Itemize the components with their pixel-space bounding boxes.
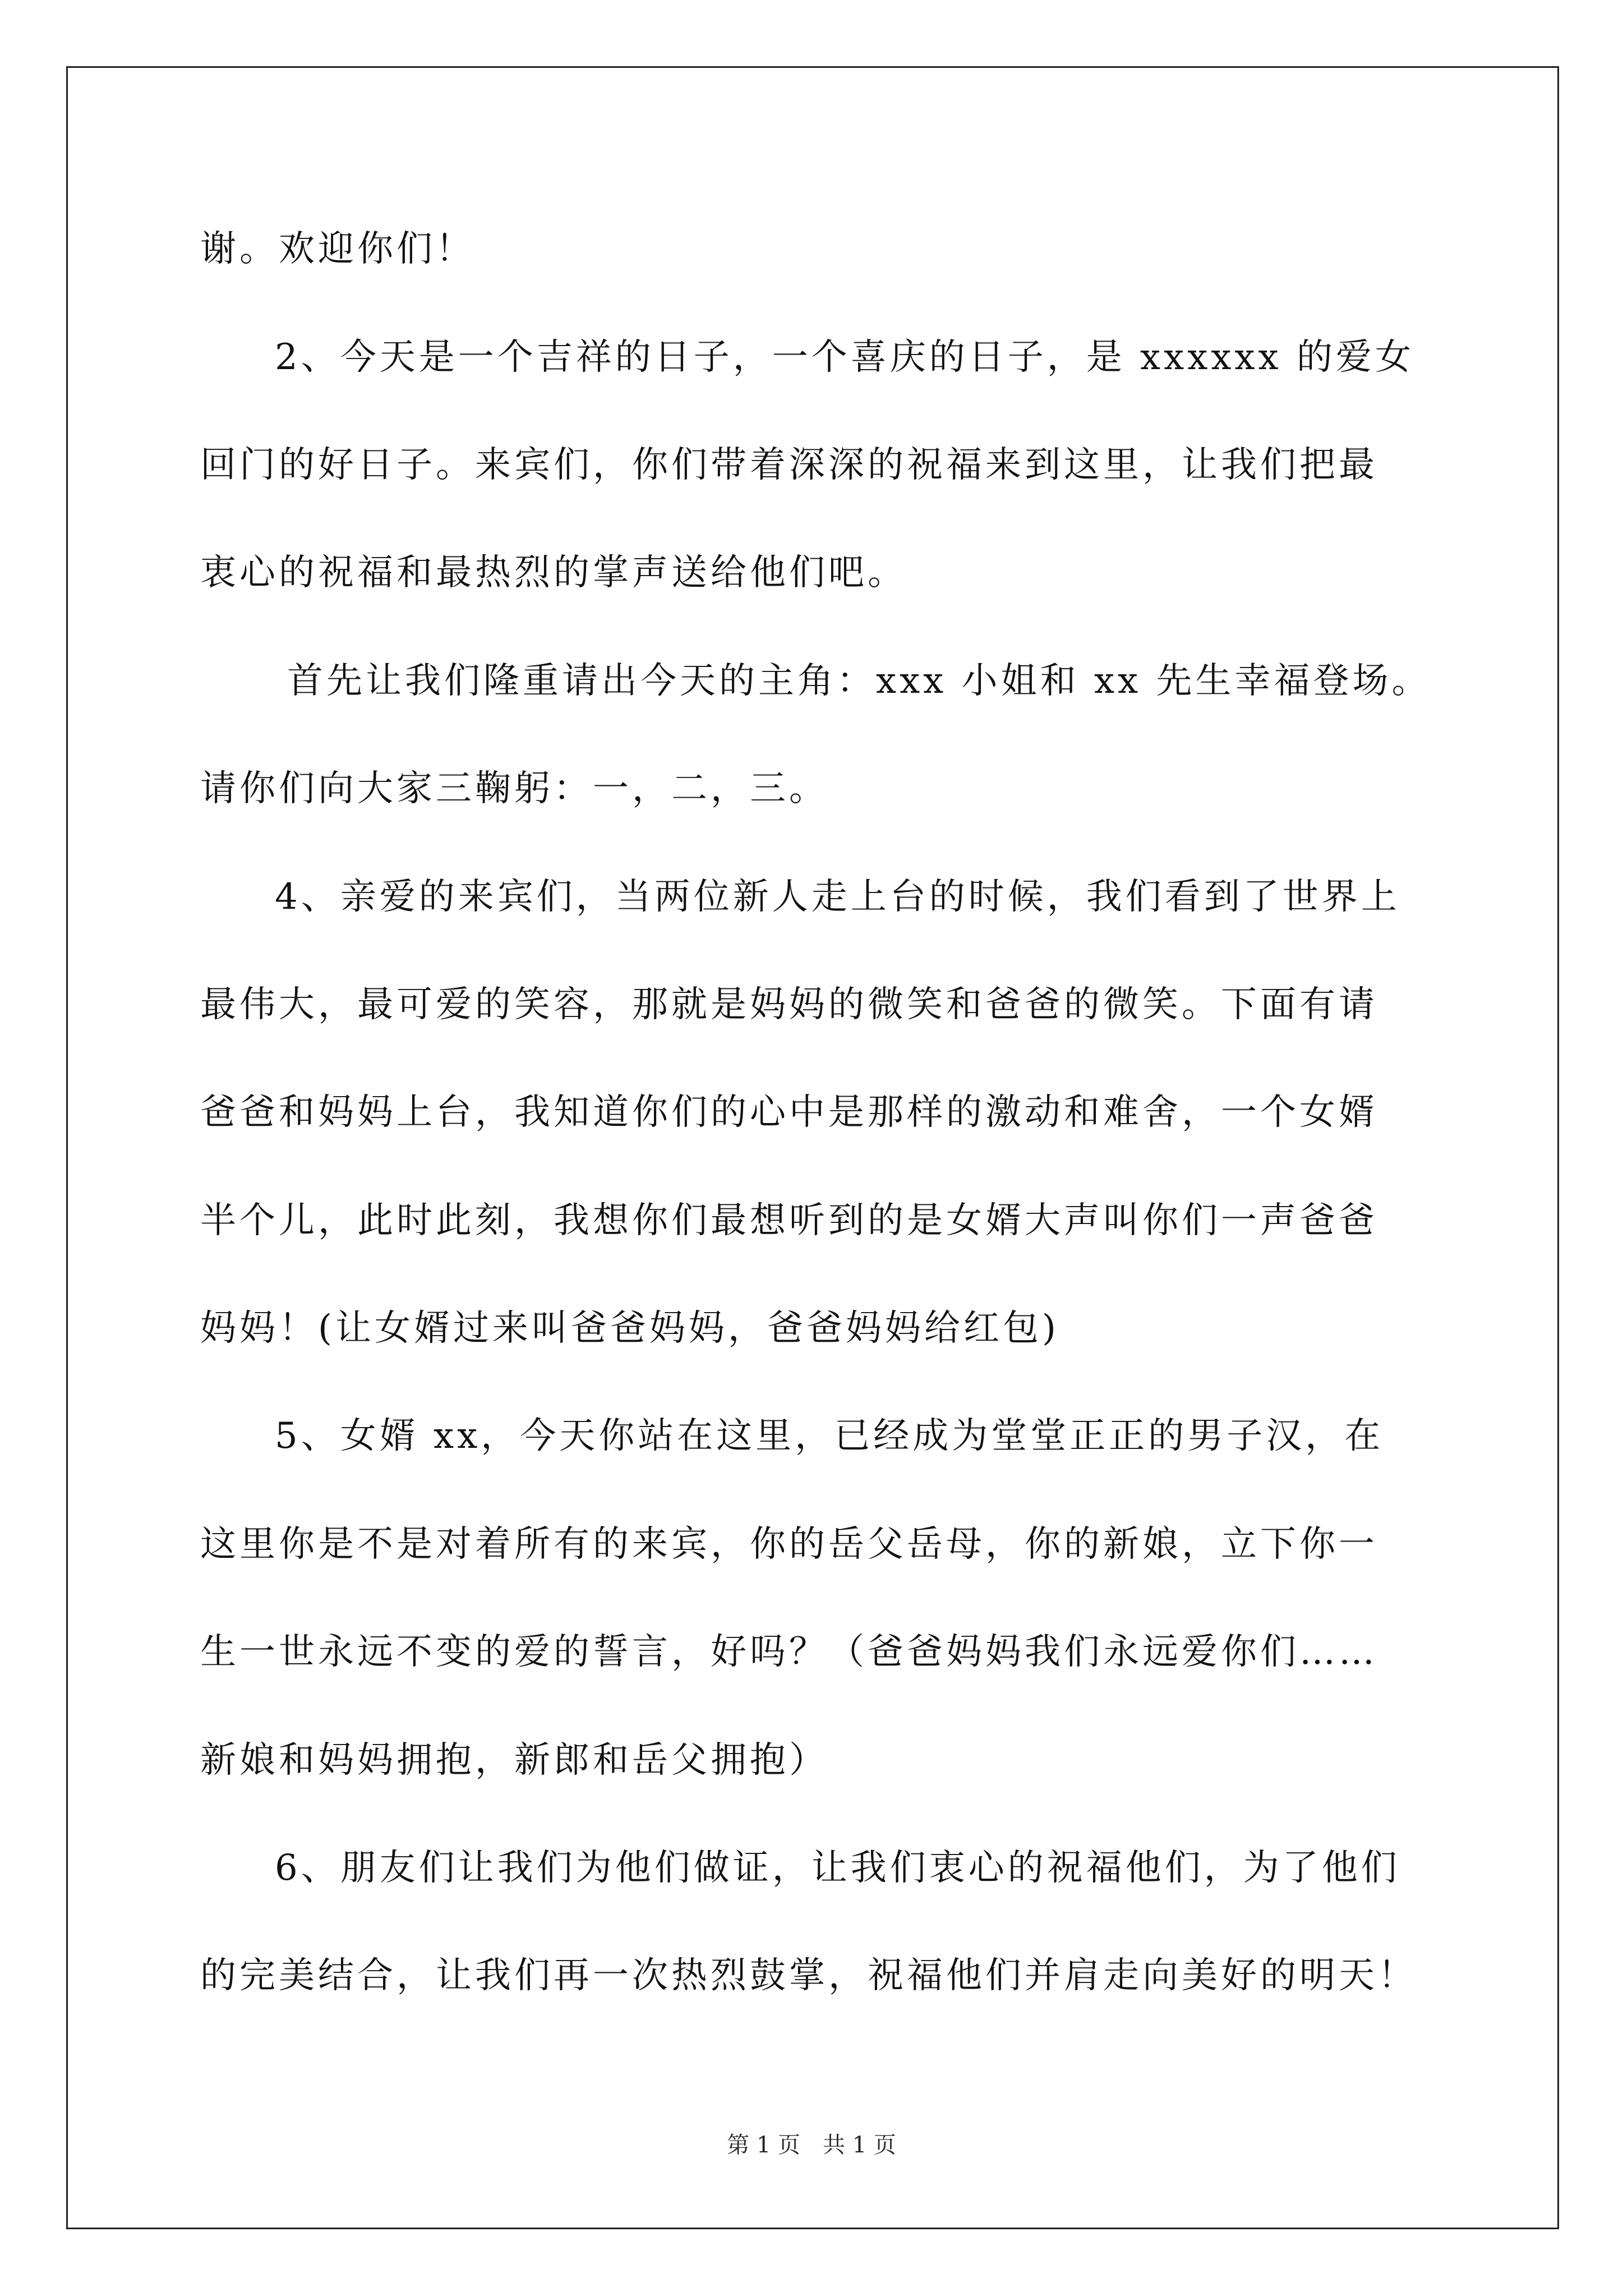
- text-line: 这里你是不是对着所有的来宾，你的岳父岳母，你的新娘，立下你一: [200, 1524, 1378, 1565]
- text-line: 谢。欢迎你们！: [200, 228, 475, 270]
- text-line: 新娘和妈妈拥抱，新郎和岳父拥抱）: [200, 1740, 828, 1781]
- text-line: 最伟大，最可爱的笑容，那就是妈妈的微笑和爸爸的微笑。下面有请: [200, 984, 1378, 1025]
- text-line: 衷心的祝福和最热烈的掌声送给他们吧。: [200, 552, 907, 593]
- text-line: 爸爸和妈妈上台，我知道你们的心中是那样的激动和难舍，一个女婿: [200, 1092, 1378, 1133]
- text-line: 半个儿，此时此刻，我想你们最想听到的是女婿大声叫你们一声爸爸: [200, 1200, 1378, 1241]
- text-line: 5、女婿 xx，今天你站在这里，已经成为堂堂正正的男子汉，在: [275, 1415, 1384, 1457]
- page-footer: 第 1 页 共 1 页: [727, 2132, 896, 2158]
- text-line: 生一世永远不变的爱的誓言，好吗？（爸爸妈妈我们永远爱你们……: [200, 1631, 1378, 1673]
- text-line: 6、朋友们让我们为他们做证，让我们衷心的祝福他们，为了他们: [275, 1847, 1400, 1889]
- page-border: [66, 66, 1559, 2229]
- text-line: 妈妈！(让女婿过来叫爸爸妈妈，爸爸妈妈给红包): [200, 1308, 1059, 1349]
- text-line: 4、亲爱的来宾们，当两位新人走上台的时候，我们看到了世界上: [275, 876, 1400, 918]
- text-line: 首先让我们隆重请出今天的主角：xxx 小姐和 xx 先生幸福登场。: [287, 660, 1431, 702]
- text-line: 请你们向大家三鞠躬：一，二，三。: [200, 768, 828, 809]
- text-line: 的完美结合，让我们再一次热烈鼓掌，祝福他们并肩走向美好的明天！: [200, 1955, 1417, 1996]
- text-line: 回门的好日子。来宾们，你们带着深深的祝福来到这里，让我们把最: [200, 444, 1378, 486]
- text-line: 2、今天是一个吉祥的日子，一个喜庆的日子，是 xxxxxx 的爱女: [275, 337, 1414, 378]
